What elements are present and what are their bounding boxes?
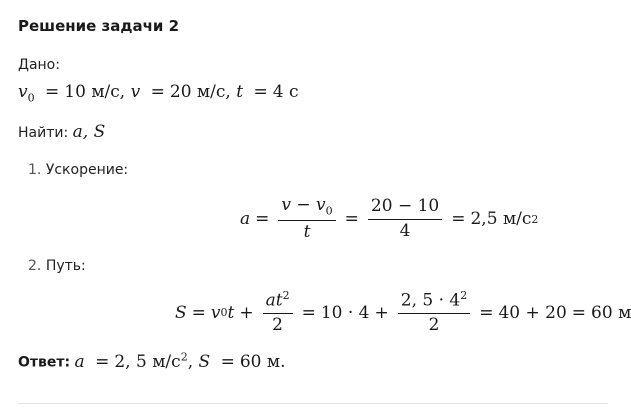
- eq2-term1-v: v: [210, 302, 221, 323]
- v-unit: м/с: [196, 82, 226, 102]
- eq1-frac1-num-index: 0: [325, 204, 333, 218]
- eq1-unit: м/с: [502, 209, 532, 230]
- step-1: [28, 162, 128, 178]
- answer-line: Ответ: a = 2, 5 $м/с^2$, S = 60 м.: [18, 350, 286, 372]
- eq2-sum: 40 + 20: [498, 302, 567, 323]
- answer-S-unit: м: [266, 351, 281, 372]
- answer-a-symbol: a: [74, 351, 85, 372]
- eq2-lhs: S: [175, 302, 187, 323]
- find-line: [18, 122, 105, 142]
- eq1-unit-power: 2: [531, 212, 539, 226]
- eq2-result: 60: [591, 302, 613, 323]
- t-unit: с: [288, 82, 299, 102]
- answer-a-unit: м/с: [152, 351, 181, 372]
- eq1-frac2-den: 4: [399, 220, 411, 241]
- answer-end: .: [280, 351, 286, 372]
- find-vars: a, S: [72, 122, 106, 142]
- eq2-frac2-num-power: 2: [460, 289, 468, 302]
- answer-a-value: 2, 5: [114, 351, 147, 372]
- acceleration-equation: a = $\frac{v - v_0}{t}$ = $\frac{20 - 10}{4}$ = 2,5 м/с 2: [240, 195, 539, 243]
- t-symbol: t: [236, 82, 244, 102]
- eq1-frac2-num: 20 − 10: [368, 197, 442, 220]
- given-label: Дано:: [18, 57, 60, 73]
- step-label: Ускорение:: [45, 162, 129, 178]
- v0-symbol: v: [18, 82, 28, 102]
- eq1-fraction-symbolic: [278, 196, 335, 243]
- v0-value: 10: [64, 82, 86, 102]
- eq2-unit: м: [618, 302, 631, 323]
- eq1-lhs: a: [240, 209, 251, 230]
- step-number: 1.: [28, 162, 42, 178]
- v-symbol: v: [130, 82, 141, 102]
- v0-index: 0: [27, 91, 35, 105]
- t-value: 4: [272, 82, 284, 102]
- answer-S-symbol: S: [198, 351, 211, 372]
- answer-a-unit-power: 2: [180, 350, 188, 363]
- eq2-term1-index: 0: [220, 306, 228, 320]
- step-2: [28, 258, 86, 274]
- eq2-fraction-numeric: [398, 290, 470, 336]
- eq2-frac2-den: 2: [428, 315, 440, 336]
- step-number: 2.: [28, 258, 42, 274]
- find-label: Найти:: [18, 125, 69, 141]
- given-formula: $v_0 = 10$ м/с, v = 20 м/с, t = 4 с: [18, 82, 299, 105]
- eq2-mid: 10 · 4: [320, 302, 370, 323]
- eq1-fraction-numeric: [368, 197, 442, 241]
- step-label: Путь:: [45, 258, 86, 274]
- eq2-frac2-num: 2, 5 · 4: [400, 290, 461, 311]
- eq1-result: 2,5: [470, 209, 498, 230]
- eq2-frac1-num-power: 2: [282, 289, 290, 302]
- eq2-fraction-symbolic: [263, 290, 293, 336]
- eq1-frac1-num: v − v: [281, 195, 326, 215]
- eq1-frac1-den: t: [303, 222, 311, 243]
- eq2-frac1-den: 2: [272, 315, 283, 336]
- v0-unit: м/с: [91, 82, 120, 102]
- v-value: 20: [169, 82, 192, 102]
- answer-S-value: 60: [239, 351, 262, 372]
- eq2-term1-t: t: [227, 302, 235, 323]
- distance-equation: S = v 0 t + $\frac{at^2}{2}$ = 10 · 4 + $\frac{2, 5 \cdot 4^2}{2}$ = 40 + 20 = 60 м: [175, 289, 631, 336]
- answer-label: Ответ:: [18, 354, 71, 371]
- solution-title: Решение задачи 2: [18, 17, 180, 35]
- bottom-divider: [18, 403, 608, 404]
- eq2-frac1-num: at: [265, 290, 283, 311]
